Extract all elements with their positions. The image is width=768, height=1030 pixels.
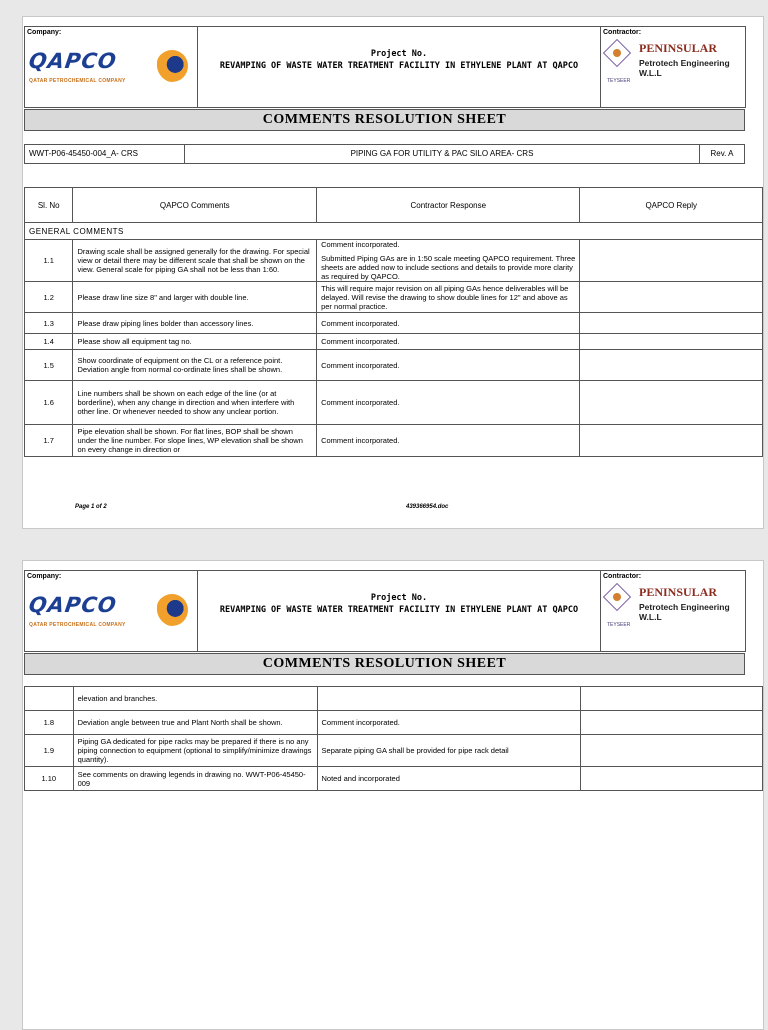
- table-row: [25, 240, 763, 282]
- sheet-title: COMMENTS RESOLUTION SHEET: [24, 653, 745, 675]
- col-header-sl-no: Sl. No: [25, 188, 73, 223]
- row-qapco-reply: [580, 425, 763, 457]
- response-text: Comment incorporated.: [321, 718, 400, 727]
- table-header-row: [25, 188, 763, 223]
- col-header-qapco-reply: QAPCO Reply: [580, 188, 763, 223]
- page-header: [24, 570, 745, 652]
- row-contractor-response: [317, 313, 580, 334]
- row-qapco-reply: [580, 767, 762, 791]
- row-qapco-comment: Show coordinate of equipment on the CL or a reference point. Deviation angle from normal co-ordinate lines shall be shown.: [73, 350, 317, 381]
- row-qapco-reply: [580, 313, 763, 334]
- qapco-subtitle: QATAR PETROCHEMICAL COMPANY: [29, 78, 126, 84]
- row-contractor-response: [317, 350, 580, 381]
- row-contractor-response: [317, 735, 580, 767]
- project-no-label: Project No.: [370, 49, 428, 59]
- response-text: Comment incorporated.: [321, 240, 400, 249]
- row-sl-no: 1.7: [25, 425, 73, 457]
- project-box: [197, 26, 601, 108]
- row-qapco-comment: Piping GA dedicated for pipe racks may be prepared if there is no any piping connection to equipment (optional to simplify/minimize drawings quantity).: [73, 735, 317, 767]
- col-header-qapco-comments: QAPCO Comments: [73, 188, 317, 223]
- general-comments-row: [25, 223, 763, 240]
- contractor-subtitle: Petrotech Engineering W.L.L: [639, 602, 730, 622]
- table-row: [25, 350, 763, 381]
- row-contractor-response: [317, 334, 580, 350]
- sheet-title: COMMENTS RESOLUTION SHEET: [24, 109, 745, 131]
- table-row: [25, 381, 763, 425]
- row-qapco-comment: Pipe elevation shall be shown. For flat lines, BOP shall be shown under the line number. For slope lines, WP elevation shall be shown on every change in direction or: [73, 425, 317, 457]
- contractor-box: [600, 26, 746, 108]
- peninsular-emblem-icon: [605, 585, 631, 628]
- row-contractor-response: [317, 711, 580, 735]
- table-row: [25, 282, 763, 313]
- contractor-label: Contractor:: [603, 29, 642, 36]
- row-qapco-comment: Drawing scale shall be assigned generally for the drawing. For special view or detail there may be different scale that shall be shown on the view. General scale for piping GA shall not be less than 1:60.: [73, 240, 317, 282]
- table-row: [25, 334, 763, 350]
- response-text-detail: Submitted Piping GAs are in 1:50 scale meeting QAPCO requirement. Three sheets are added now to include sections and details to provide more clarity as required by QAPCO.: [321, 254, 576, 281]
- revision: Rev. A: [710, 149, 734, 158]
- row-sl-no: 1.9: [25, 735, 74, 767]
- table-row: [25, 767, 763, 791]
- row-contractor-response: [317, 381, 580, 425]
- row-sl-no: [25, 687, 74, 711]
- company-box: [24, 570, 198, 652]
- row-sl-no: 1.8: [25, 711, 74, 735]
- table-row: [25, 425, 763, 457]
- qapco-logo-text: QAPCO: [27, 593, 119, 617]
- row-sl-no: 1.5: [25, 350, 73, 381]
- row-contractor-response: [317, 282, 580, 313]
- row-qapco-reply: [580, 735, 762, 767]
- company-label: Company:: [27, 29, 62, 36]
- project-title-block: [198, 592, 600, 616]
- row-qapco-reply: [580, 381, 763, 425]
- row-qapco-reply: [580, 711, 762, 735]
- document-page-1: [22, 16, 764, 529]
- qapco-subtitle: QATAR PETROCHEMICAL COMPANY: [29, 622, 126, 628]
- row-qapco-comment: Deviation angle between true and Plant North shall be shown.: [73, 711, 317, 735]
- row-qapco-comment: Please show all equipment tag no.: [73, 334, 317, 350]
- row-qapco-comment: Line numbers shall be shown on each edge of the line (or at borderline), when any change in direction and when interfere with other line. Or whenever needed to show any unclear portion.: [73, 381, 317, 425]
- row-sl-no: 1.3: [25, 313, 73, 334]
- row-qapco-comment: See comments on drawing legends in drawing no. WWT-P06-45450-009: [73, 767, 317, 791]
- contractor-name: PENINSULAR: [639, 585, 718, 599]
- row-sl-no: 1.1: [25, 240, 73, 282]
- col-header-contractor-response: Contractor Response: [317, 188, 580, 223]
- row-sl-no: 1.4: [25, 334, 73, 350]
- contractor-label: Contractor:: [603, 573, 642, 580]
- row-qapco-comment: Please draw line size 8" and larger with double line.: [73, 282, 317, 313]
- row-qapco-reply: [580, 282, 763, 313]
- row-qapco-reply: [580, 687, 762, 711]
- response-text: Comment incorporated.: [321, 360, 400, 370]
- qapco-logo: [29, 49, 194, 87]
- emblem-text: TEYSEER: [607, 78, 631, 84]
- qapco-logo-text: QAPCO: [27, 49, 119, 73]
- row-qapco-comment: Please draw piping lines bolder than accessory lines.: [73, 313, 317, 334]
- row-contractor-response: [317, 767, 580, 791]
- project-box: [197, 570, 601, 652]
- table-row: [25, 711, 763, 735]
- response-text: Comment incorporated.: [321, 337, 400, 346]
- comments-table: [24, 187, 763, 457]
- response-text: Noted and incorporated: [321, 774, 400, 783]
- doc-reference: 439366954.doc: [406, 504, 449, 510]
- page-number: Page 1 of 2: [75, 504, 107, 510]
- general-comments-label: GENERAL COMMENTS: [25, 223, 763, 240]
- response-text: This will require major revision on all piping GAs hence deliverables will be delayed. Will revise the drawing to show double lines for 12" and above as per normal practice.: [321, 283, 569, 311]
- row-qapco-reply: [580, 334, 763, 350]
- row-contractor-response: [317, 687, 580, 711]
- row-sl-no: 1.10: [25, 767, 74, 791]
- emblem-text: TEYSEER: [607, 622, 631, 628]
- qapco-logo: [29, 593, 194, 631]
- row-contractor-response: [317, 425, 580, 457]
- project-title: REVAMPING OF WASTE WATER TREATMENT FACILITY IN ETHYLENE PLANT AT QAPCO: [219, 61, 579, 71]
- project-title-block: [198, 48, 600, 72]
- response-text: Comment incorporated.: [321, 398, 400, 407]
- response-text: Comment incorporated.: [321, 318, 400, 328]
- table-row: [25, 735, 763, 767]
- table-row: [25, 313, 763, 334]
- comments-table-continued: [24, 686, 763, 791]
- response-text: Comment incorporated.: [321, 436, 400, 445]
- company-box: [24, 26, 198, 108]
- contractor-box: [600, 570, 746, 652]
- row-sl-no: 1.2: [25, 282, 73, 313]
- contractor-subtitle: Petrotech Engineering W.L.L: [639, 58, 730, 78]
- doc-number: WWT-P06-45450-004_A- CRS: [25, 145, 185, 163]
- row-contractor-response: [317, 240, 580, 282]
- row-qapco-reply: [580, 240, 763, 282]
- document-page-2: [22, 560, 764, 1030]
- table-row: [25, 687, 763, 711]
- response-text: Separate piping GA shall be provided for pipe rack detail: [321, 746, 509, 755]
- qapco-orb-icon: [156, 594, 188, 626]
- company-label: Company:: [27, 573, 62, 580]
- doc-description: PIPING GA FOR UTILITY & PAC SILO AREA- CRS: [185, 145, 700, 163]
- row-sl-no: 1.6: [25, 381, 73, 425]
- qapco-orb-icon: [156, 50, 188, 82]
- project-no-label: Project No.: [370, 593, 428, 603]
- reference-row: [24, 144, 745, 164]
- page-header: [24, 26, 745, 108]
- peninsular-emblem-icon: [605, 41, 631, 84]
- contractor-name: PENINSULAR: [639, 41, 718, 55]
- row-qapco-comment: elevation and branches.: [73, 687, 317, 711]
- project-title: REVAMPING OF WASTE WATER TREATMENT FACILITY IN ETHYLENE PLANT AT QAPCO: [219, 605, 579, 615]
- row-qapco-reply: [580, 350, 763, 381]
